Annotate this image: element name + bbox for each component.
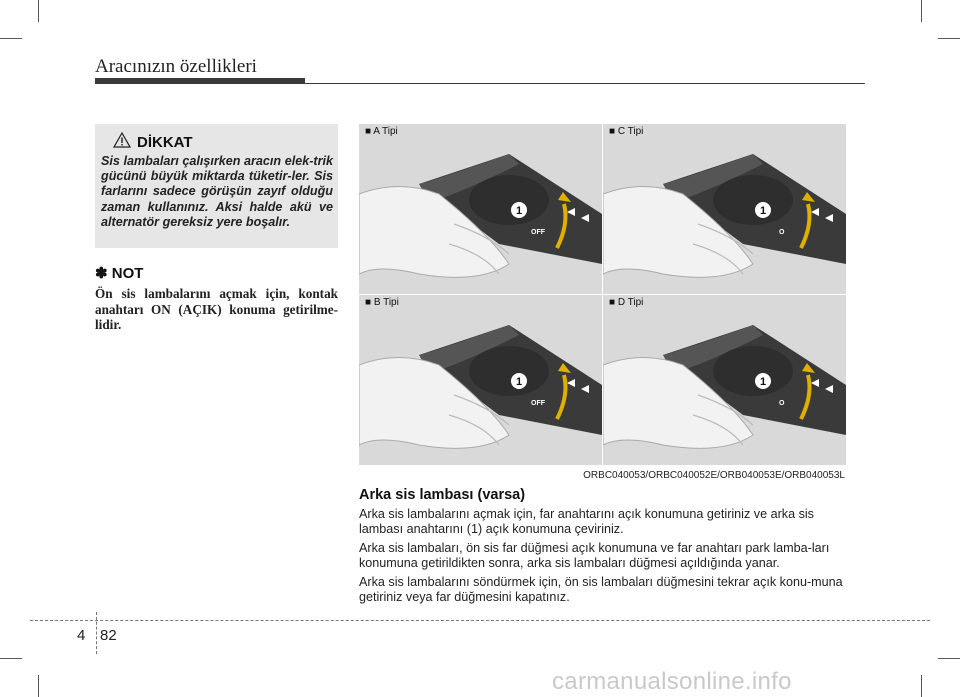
callout-number: 1 xyxy=(759,205,767,217)
hand-lever-illustration xyxy=(603,295,846,465)
off-label: OFF xyxy=(531,400,545,407)
hand-lever-illustration xyxy=(359,124,602,294)
crop-mark xyxy=(921,0,922,22)
footer-separator xyxy=(96,612,97,654)
note-text: Ön sis lambalarını açmak için, kontak anahtarı ON (AÇIK) konuma getirilme-lidir. xyxy=(95,286,338,332)
caution-box xyxy=(95,124,338,248)
off-label: O xyxy=(779,229,785,236)
callout-number: 1 xyxy=(515,205,523,217)
section-title: Arka sis lambası (varsa) xyxy=(359,487,526,503)
section-paragraph: Arka sis lambalarını açmak için, far anahtarını açık konumuna getiriniz ve arka sis lambası anahtarını (1) açık konumuna çeviriniz. xyxy=(359,507,814,536)
watermark-text: carmanualsonline.info xyxy=(552,668,792,695)
caution-title: DİKKAT xyxy=(137,134,193,151)
figure-panel-d xyxy=(603,295,846,465)
callout-number: 1 xyxy=(515,376,523,388)
figure-panel-a xyxy=(359,124,602,294)
page-header-title: Aracınızın özellikleri xyxy=(95,56,257,77)
panel-label: ■ B Tipi xyxy=(365,297,399,308)
figure-panel-c xyxy=(603,124,846,294)
footer-rule xyxy=(30,620,930,621)
figure-caption: ORBC040053/ORBC040052E/ORB040053E/ORB040053L xyxy=(583,470,845,481)
caution-text: Sis lambaları çalışırken aracın elek-trik gücünü büyük miktarda tüketir-ler. Sis farlarını sadece görüşün zayıf olduğu zaman kullanınız. Aksi halde akü ve alternatör gereksiz yere boşalır. xyxy=(101,154,333,229)
figure-divider xyxy=(359,294,846,295)
figure-panel-b xyxy=(359,295,602,465)
crop-mark xyxy=(938,38,960,39)
section-paragraph: Arka sis lambaları, ön sis far düğmesi açık konumuna ve far anahtarı park lamba-ları konumuna getirildikten sonra, arka sis lambaları düğmesi açıldığında yanar. xyxy=(359,541,830,570)
switch-illustration-figure xyxy=(359,124,846,464)
callout-number: 1 xyxy=(759,376,767,388)
chapter-number: 4 xyxy=(77,627,86,644)
hand-lever-illustration xyxy=(359,295,602,465)
crop-mark xyxy=(0,658,22,659)
note-title: ✽ NOT xyxy=(95,265,144,282)
crop-mark xyxy=(0,38,22,39)
crop-mark xyxy=(38,0,39,22)
hand-lever-illustration xyxy=(603,124,846,294)
warning-triangle-icon xyxy=(113,132,131,153)
off-label: OFF xyxy=(531,229,545,236)
panel-label: ■ A Tipi xyxy=(365,126,398,137)
crop-mark xyxy=(921,675,922,697)
crop-mark xyxy=(938,658,960,659)
panel-label: ■ C Tipi xyxy=(609,126,644,137)
caution-heading xyxy=(113,132,193,153)
off-label: O xyxy=(779,400,785,407)
header-rule xyxy=(95,83,865,84)
page-number: 82 xyxy=(100,627,117,644)
panel-label: ■ D Tipi xyxy=(609,297,644,308)
section-paragraph: Arka sis lambalarını söndürmek için, ön sis lambaları düğmesini tekrar açık konu-muna getiriniz veya far düğmesini kapatınız. xyxy=(359,575,843,604)
crop-mark xyxy=(38,675,39,697)
